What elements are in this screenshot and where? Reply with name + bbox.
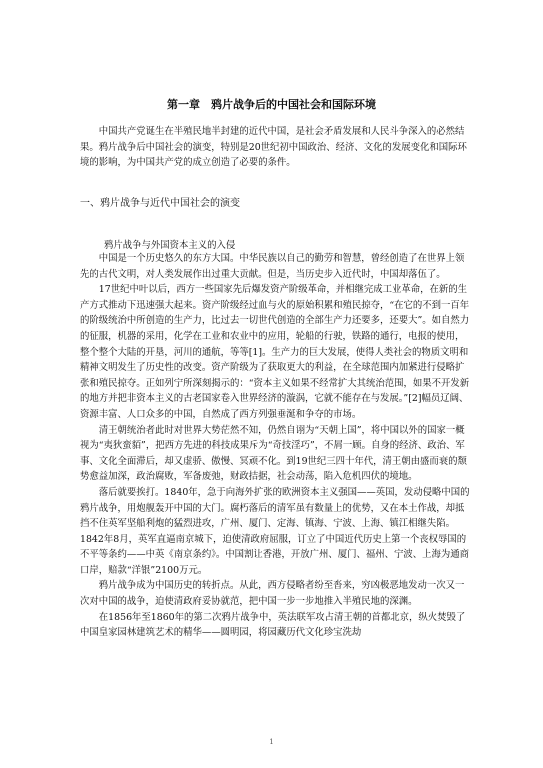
paragraph: 落后就要挨打。1840年，急于向海外扩张的欧洲资本主义强国——英国，发动侵略中国的鸦片战争，用炮舰轰开中国的大门。腐朽落后的清军虽有数量上的优势，又在本土作战，却抵挡不住英军坚船利炮的猛烈进攻，广州、厦门、定海、镇海、宁波、上海、镇江相继失陷。1842年8月，英军直逼南京城下，迫使清政府屈服，订立了中国近代历史上第一个丧权辱国的不平等条约——中英《南京条约》。中国割让香港，开放广州、厦门、福州、宁波、上海为通商口岸，赔款“洋银”2100万元。	[80, 486, 470, 576]
chapter-title: 第一章 鸦片战争后的中国社会和国际环境	[167, 98, 376, 111]
page-number: 1	[269, 738, 274, 746]
intro-paragraph: 中国共产党诞生在半殖民地半封建的近代中国，是社会矛盾发展和人民斗争深入的必然结果。鸦片战争后中国社会的演变，特别是20世纪初中国政治、经济、文化的发展变化和国际环境的影响，为中国共产党的成立创造了必要的条件。	[80, 126, 467, 169]
body-text	[80, 251, 470, 641]
paragraph: 中国是一个历史悠久的东方大国。中华民族以自己的勤劳和智慧，曾经创造了在世界上领先的古代文明，对人类发展作出过重大贡献。但是，当历史步入近代时，中国却落伍了。	[80, 253, 465, 280]
section-heading: 一、鸦片战争与近代中国社会的演变	[80, 198, 240, 209]
paragraph: 清王朝统治者此时对世界大势茫然不知，仍然自诩为“天朝上国”，将中国以外的国家一概视为“夷狄蛮貊”，把西方先进的科技成果斥为“奇技淫巧”，不屑一顾。自身的经济、政治、军事、文化全面滞后，却又虚骄、傲慢、冥顽不化。到19世纪三四十年代，清王朝由盛而衰的颓势愈益加深，政治腐败，军备废弛，财政拮据，社会动荡，陷入危机四伏的境地。	[80, 424, 467, 483]
subheading: 鸦片战争与外国资本主义的入侵	[104, 240, 236, 251]
paragraph: 鸦片战争成为中国历史的转折点。从此，西方侵略者纷至沓来，穷凶极恶地发动一次又一次对中国的战争，迫使清政府妥协就范，把中国一步一步地推入半殖民地的深渊。	[80, 580, 465, 608]
paragraph: 在1856年至1860年的第二次鸦片战争中，英法联军攻占清王朝的首都北京，纵火焚毁了中国皇家园林建筑艺术的精华——圆明园，将园藏历代文化珍宝洗劫	[80, 611, 466, 639]
paragraph: 17世纪中叶以后，西方一些国家先后爆发资产阶级革命，并相继完成工业革命，在新的生产方式推动下迅速强大起来。资产阶级经过血与火的原始积累和殖民掠夺，“在它的不到一百年的阶级统治中所创造的生产力，比过去一切世代创造的全部生产力还要多，还要大”。如自然力的征服，机器的采用，化学在工业和农业中的应用，轮船的行驶，铁路的通行，电报的使用，整个整个大陆的开垦，河川的通航，等等[1]。生产力的巨大发展，使得人类社会的物质文明和精神文明发生了历史性的改变。资产阶级为了获取更大的利益，在全球范围内加紧进行侵略扩张和殖民掠夺。正如列宁所深刻揭示的：“资本主义如果不经常扩大其统治范围，如果不开发新的地方并把非资本主义的古老国家卷入世界经济的漩涡，它就不能存在与发展。”[2]幅员辽阔、资源丰富、人口众多的中国，自然成了西方列强垂涎和争夺的市场。	[80, 284, 470, 420]
